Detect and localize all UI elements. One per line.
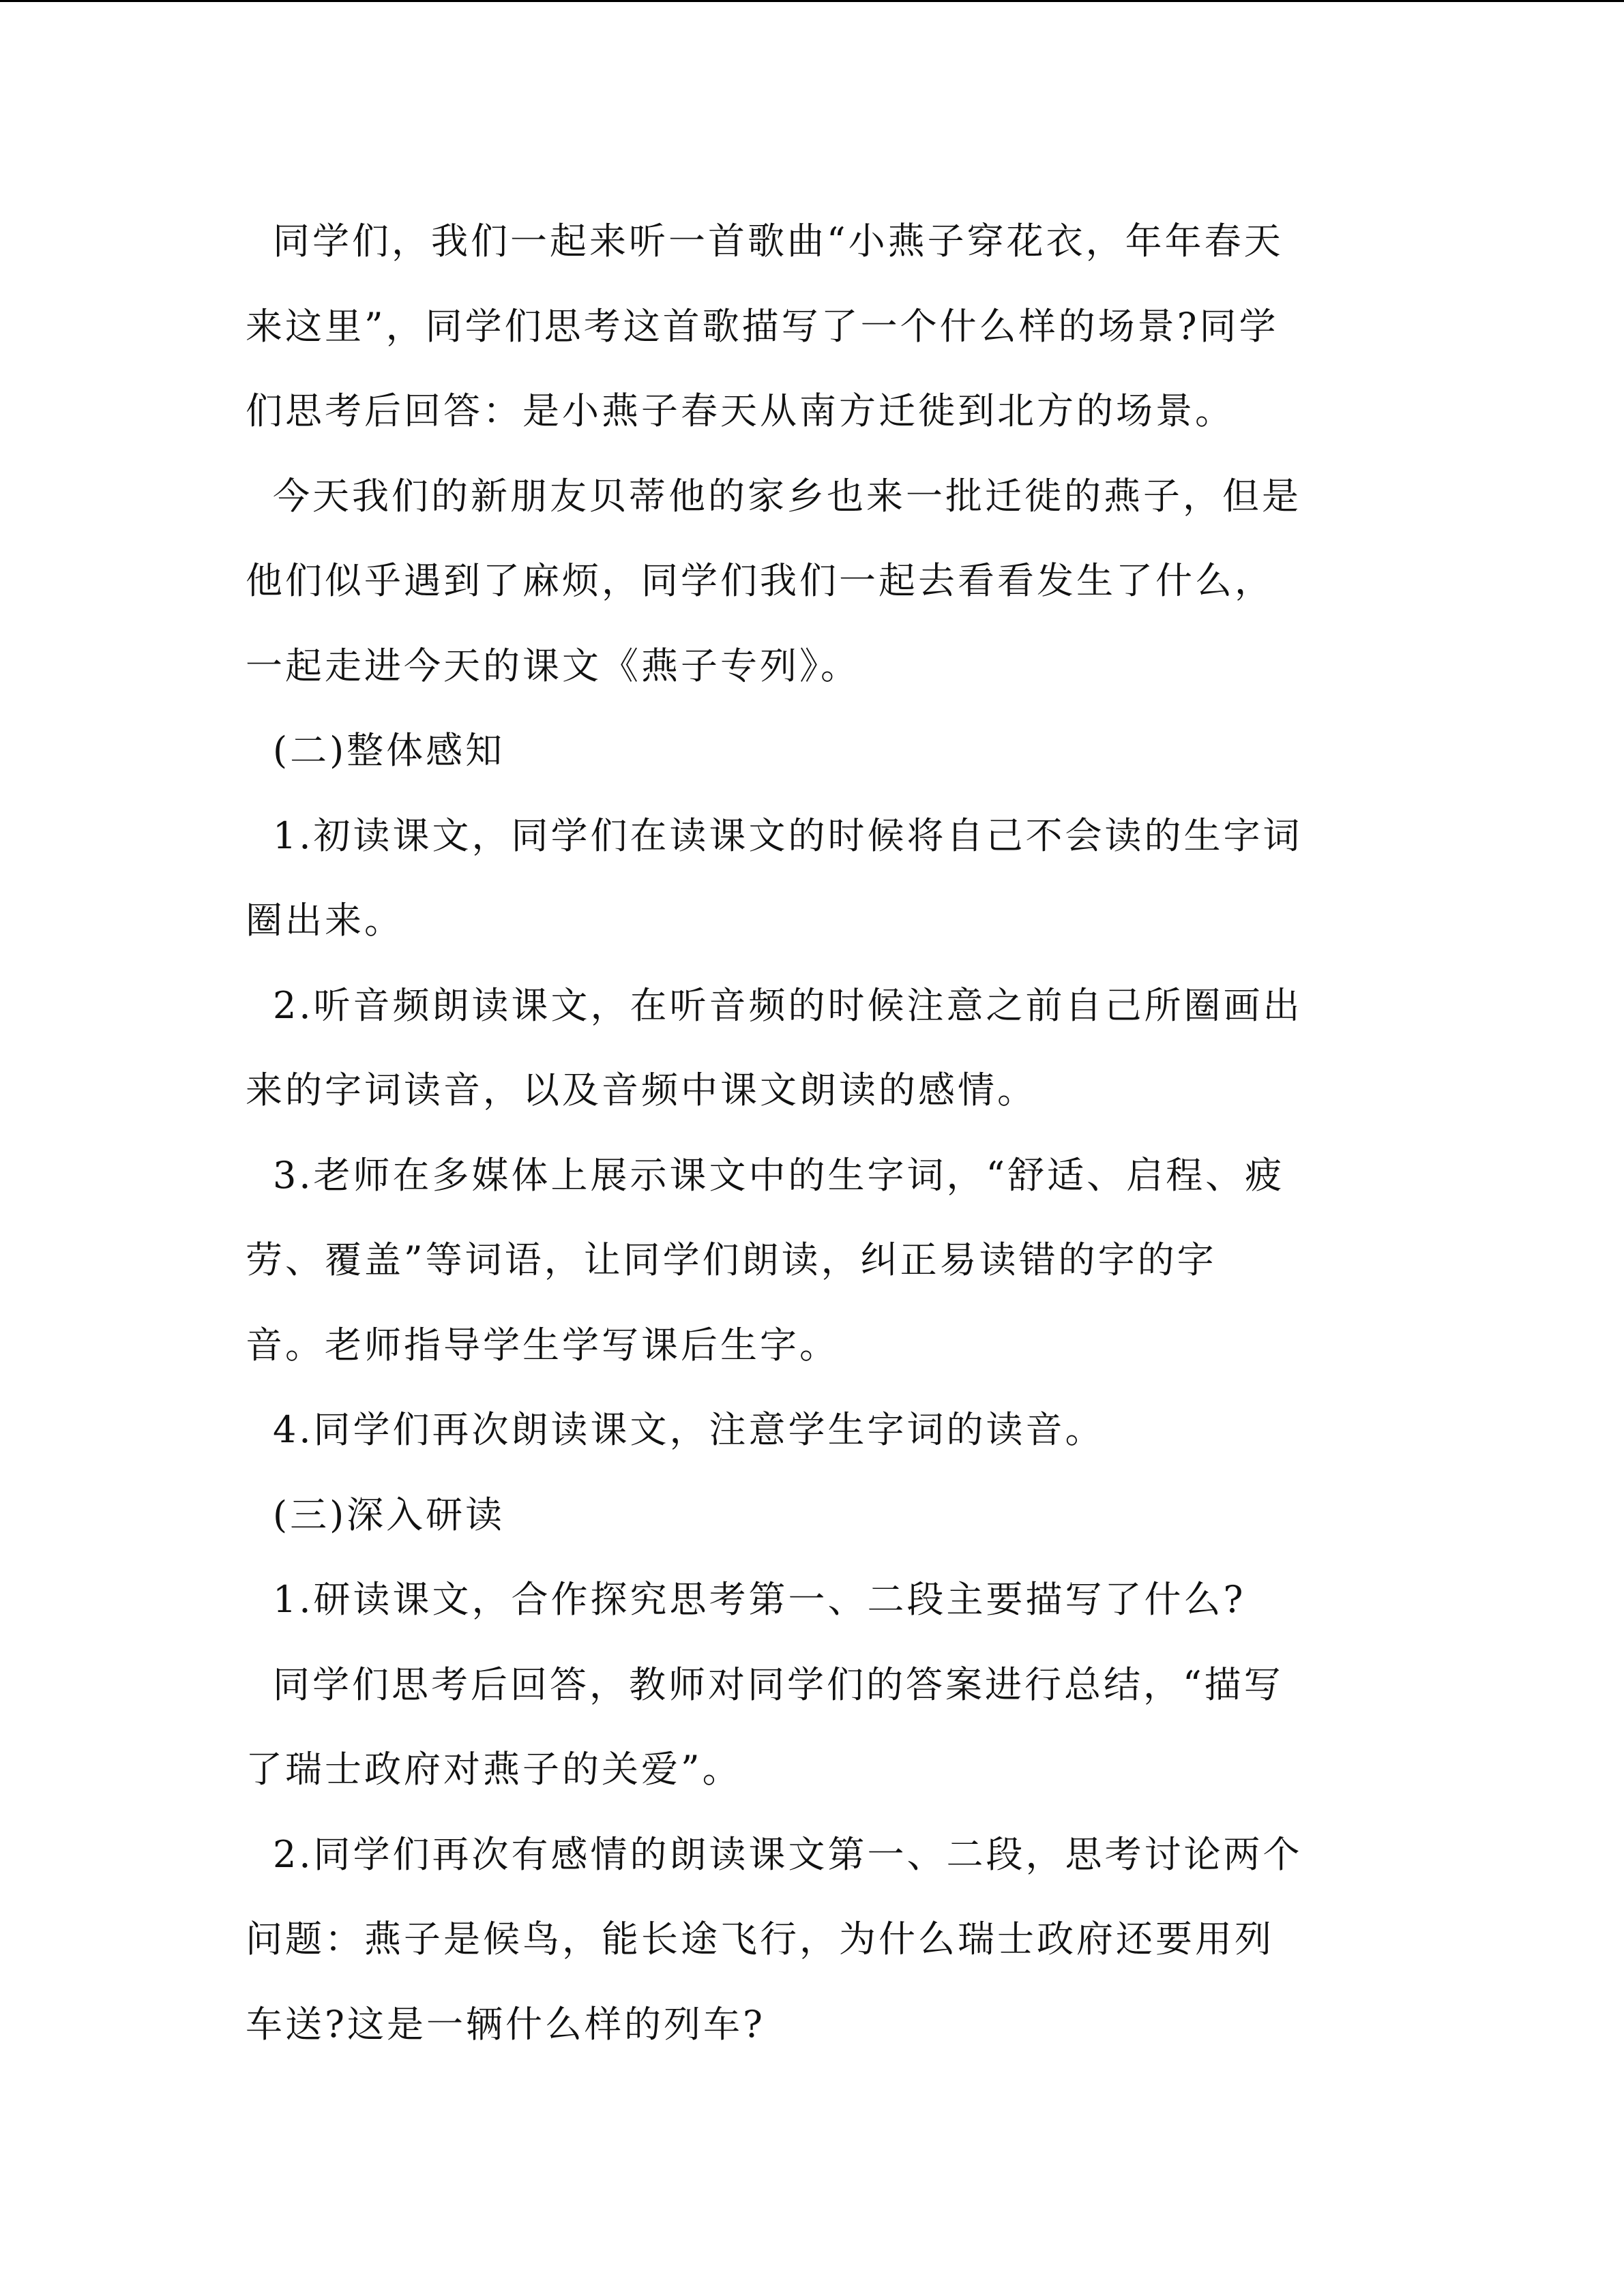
list-item-line: 车送?这是一辆什么样的列车?	[246, 2002, 765, 2046]
paragraph-line: 了瑞士政府对燕子的关爱”。	[246, 1748, 742, 1791]
list-item-line: 1.初读课文，同学们在读课文的时候将自己不会读的生字词	[273, 814, 1303, 857]
section-heading-overall-perception: (二)整体感知	[273, 729, 505, 772]
list-item-line: 4.同学们再次朗读课文，注意学生字词的读音。	[273, 1408, 1105, 1451]
list-item-line: 圈出来。	[246, 899, 404, 942]
document-page	[246, 199, 1378, 2067]
list-item-line: 1.研读课文，合作探究思考第一、二段主要描写了什么?	[273, 1578, 1246, 1621]
top-border-line	[0, 0, 1624, 2]
paragraph-line: 他们似乎遇到了麻烦，同学们我们一起去看看发生了什么，	[246, 559, 1274, 602]
paragraph-line: 同学们，我们一起来听一首歌曲“小燕子穿花衣，年年春天	[273, 220, 1284, 263]
section-heading-in-depth-reading: (三)深入研读	[273, 1493, 505, 1536]
list-item-line: 劳、覆盖”等词语，让同学们朗读，纠正易读错的字的字	[246, 1238, 1217, 1281]
list-item-line: 3.老师在多媒体上展示课文中的生字词，“舒适、启程、疲	[273, 1153, 1285, 1197]
list-item-line: 音。老师指导学生学写课后生字。	[246, 1323, 839, 1367]
paragraph-line: 今天我们的新朋友贝蒂他的家乡也来一批迁徙的燕子，但是	[273, 474, 1301, 518]
paragraph-line: 们思考后回答：是小燕子春天从南方迁徙到北方的场景。	[246, 389, 1235, 432]
paragraph-line: 一起走进今天的课文《燕子专列》。	[246, 644, 860, 687]
paragraph-line: 来这里”，同学们思考这首歌描写了一个什么样的场景?同学	[246, 304, 1279, 348]
list-item-line: 来的字词读音，以及音频中课文朗读的感情。	[246, 1069, 1037, 1112]
list-item-line: 2.同学们再次有感情的朗读课文第一、二段，思考讨论两个	[273, 1832, 1303, 1876]
paragraph-line: 同学们思考后回答，教师对同学们的答案进行总结，“描写	[273, 1663, 1284, 1706]
list-item-line: 2.听音频朗读课文，在听音频的时候注意之前自己所圈画出	[273, 983, 1303, 1027]
list-item-line: 问题：燕子是候鸟，能长途飞行，为什么瑞士政府还要用列	[246, 1918, 1274, 1960]
